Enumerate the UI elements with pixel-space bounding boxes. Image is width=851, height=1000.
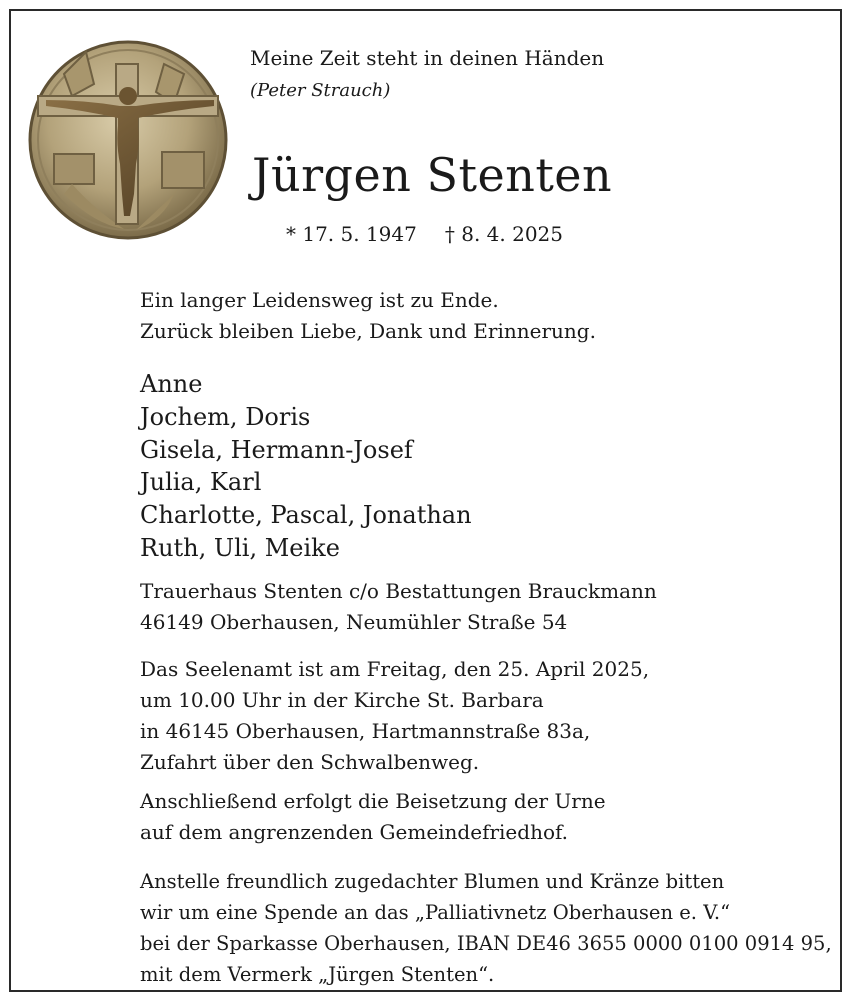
farewell-line: Ein langer Leidensweg ist zu Ende. <box>140 288 499 312</box>
address-line: Trauerhaus Stenten c/o Bestattungen Brauckmann <box>140 579 657 603</box>
motto-quote: Meine Zeit steht in deinen Händen <box>250 46 605 70</box>
service-line: Das Seelenamt ist am Freitag, den 25. April 2025, <box>140 657 650 681</box>
life-dates <box>286 222 563 246</box>
service-line: um 10.00 Uhr in der Kirche St. Barbara <box>140 688 544 712</box>
burial-details <box>140 786 606 848</box>
burial-line: auf dem angrenzenden Gemeindefriedhof. <box>140 820 569 844</box>
birth-date: * 17. 5. 1947 <box>286 222 417 246</box>
mourner-name: Julia, Karl <box>140 468 262 497</box>
donation-request <box>140 866 832 990</box>
motto-author: (Peter Strauch) <box>250 80 391 101</box>
mourner-name: Charlotte, Pascal, Jonathan <box>140 501 472 530</box>
donation-line: wir um eine Spende an das „Palliativnetz Oberhausen e. V.“ <box>140 901 731 924</box>
mourning-address <box>140 576 657 638</box>
mourner-name: Jochem, Doris <box>140 402 311 431</box>
burial-line: Anschließend erfolgt die Beisetzung der Urne <box>140 789 606 813</box>
farewell-text <box>140 285 596 347</box>
mourner-name: Ruth, Uli, Meike <box>140 533 340 562</box>
mourner-name: Anne <box>140 370 203 398</box>
address-line: 46149 Oberhausen, Neumühler Straße 54 <box>140 610 568 634</box>
donation-line: mit dem Vermerk „Jürgen Stenten“. <box>140 963 495 986</box>
service-line: Zufahrt über den Schwalbenweg. <box>140 750 480 774</box>
mourners-list <box>140 368 472 565</box>
crucifix-medallion-icon <box>24 34 232 242</box>
mourner-name: Gisela, Hermann-Josef <box>140 435 413 464</box>
farewell-line: Zurück bleiben Liebe, Dank und Erinnerung. <box>140 319 596 343</box>
service-details <box>140 654 649 778</box>
donation-line: Anstelle freundlich zugedachter Blumen und Kränze bitten <box>140 870 725 893</box>
service-line: in 46145 Oberhausen, Hartmannstraße 83a, <box>140 719 591 743</box>
death-date: † 8. 4. 2025 <box>444 222 563 246</box>
donation-line: bei der Sparkasse Oberhausen, IBAN DE46 3655 0000 0100 0914 95, <box>140 932 832 955</box>
deceased-name: Jürgen Stenten <box>252 148 613 202</box>
